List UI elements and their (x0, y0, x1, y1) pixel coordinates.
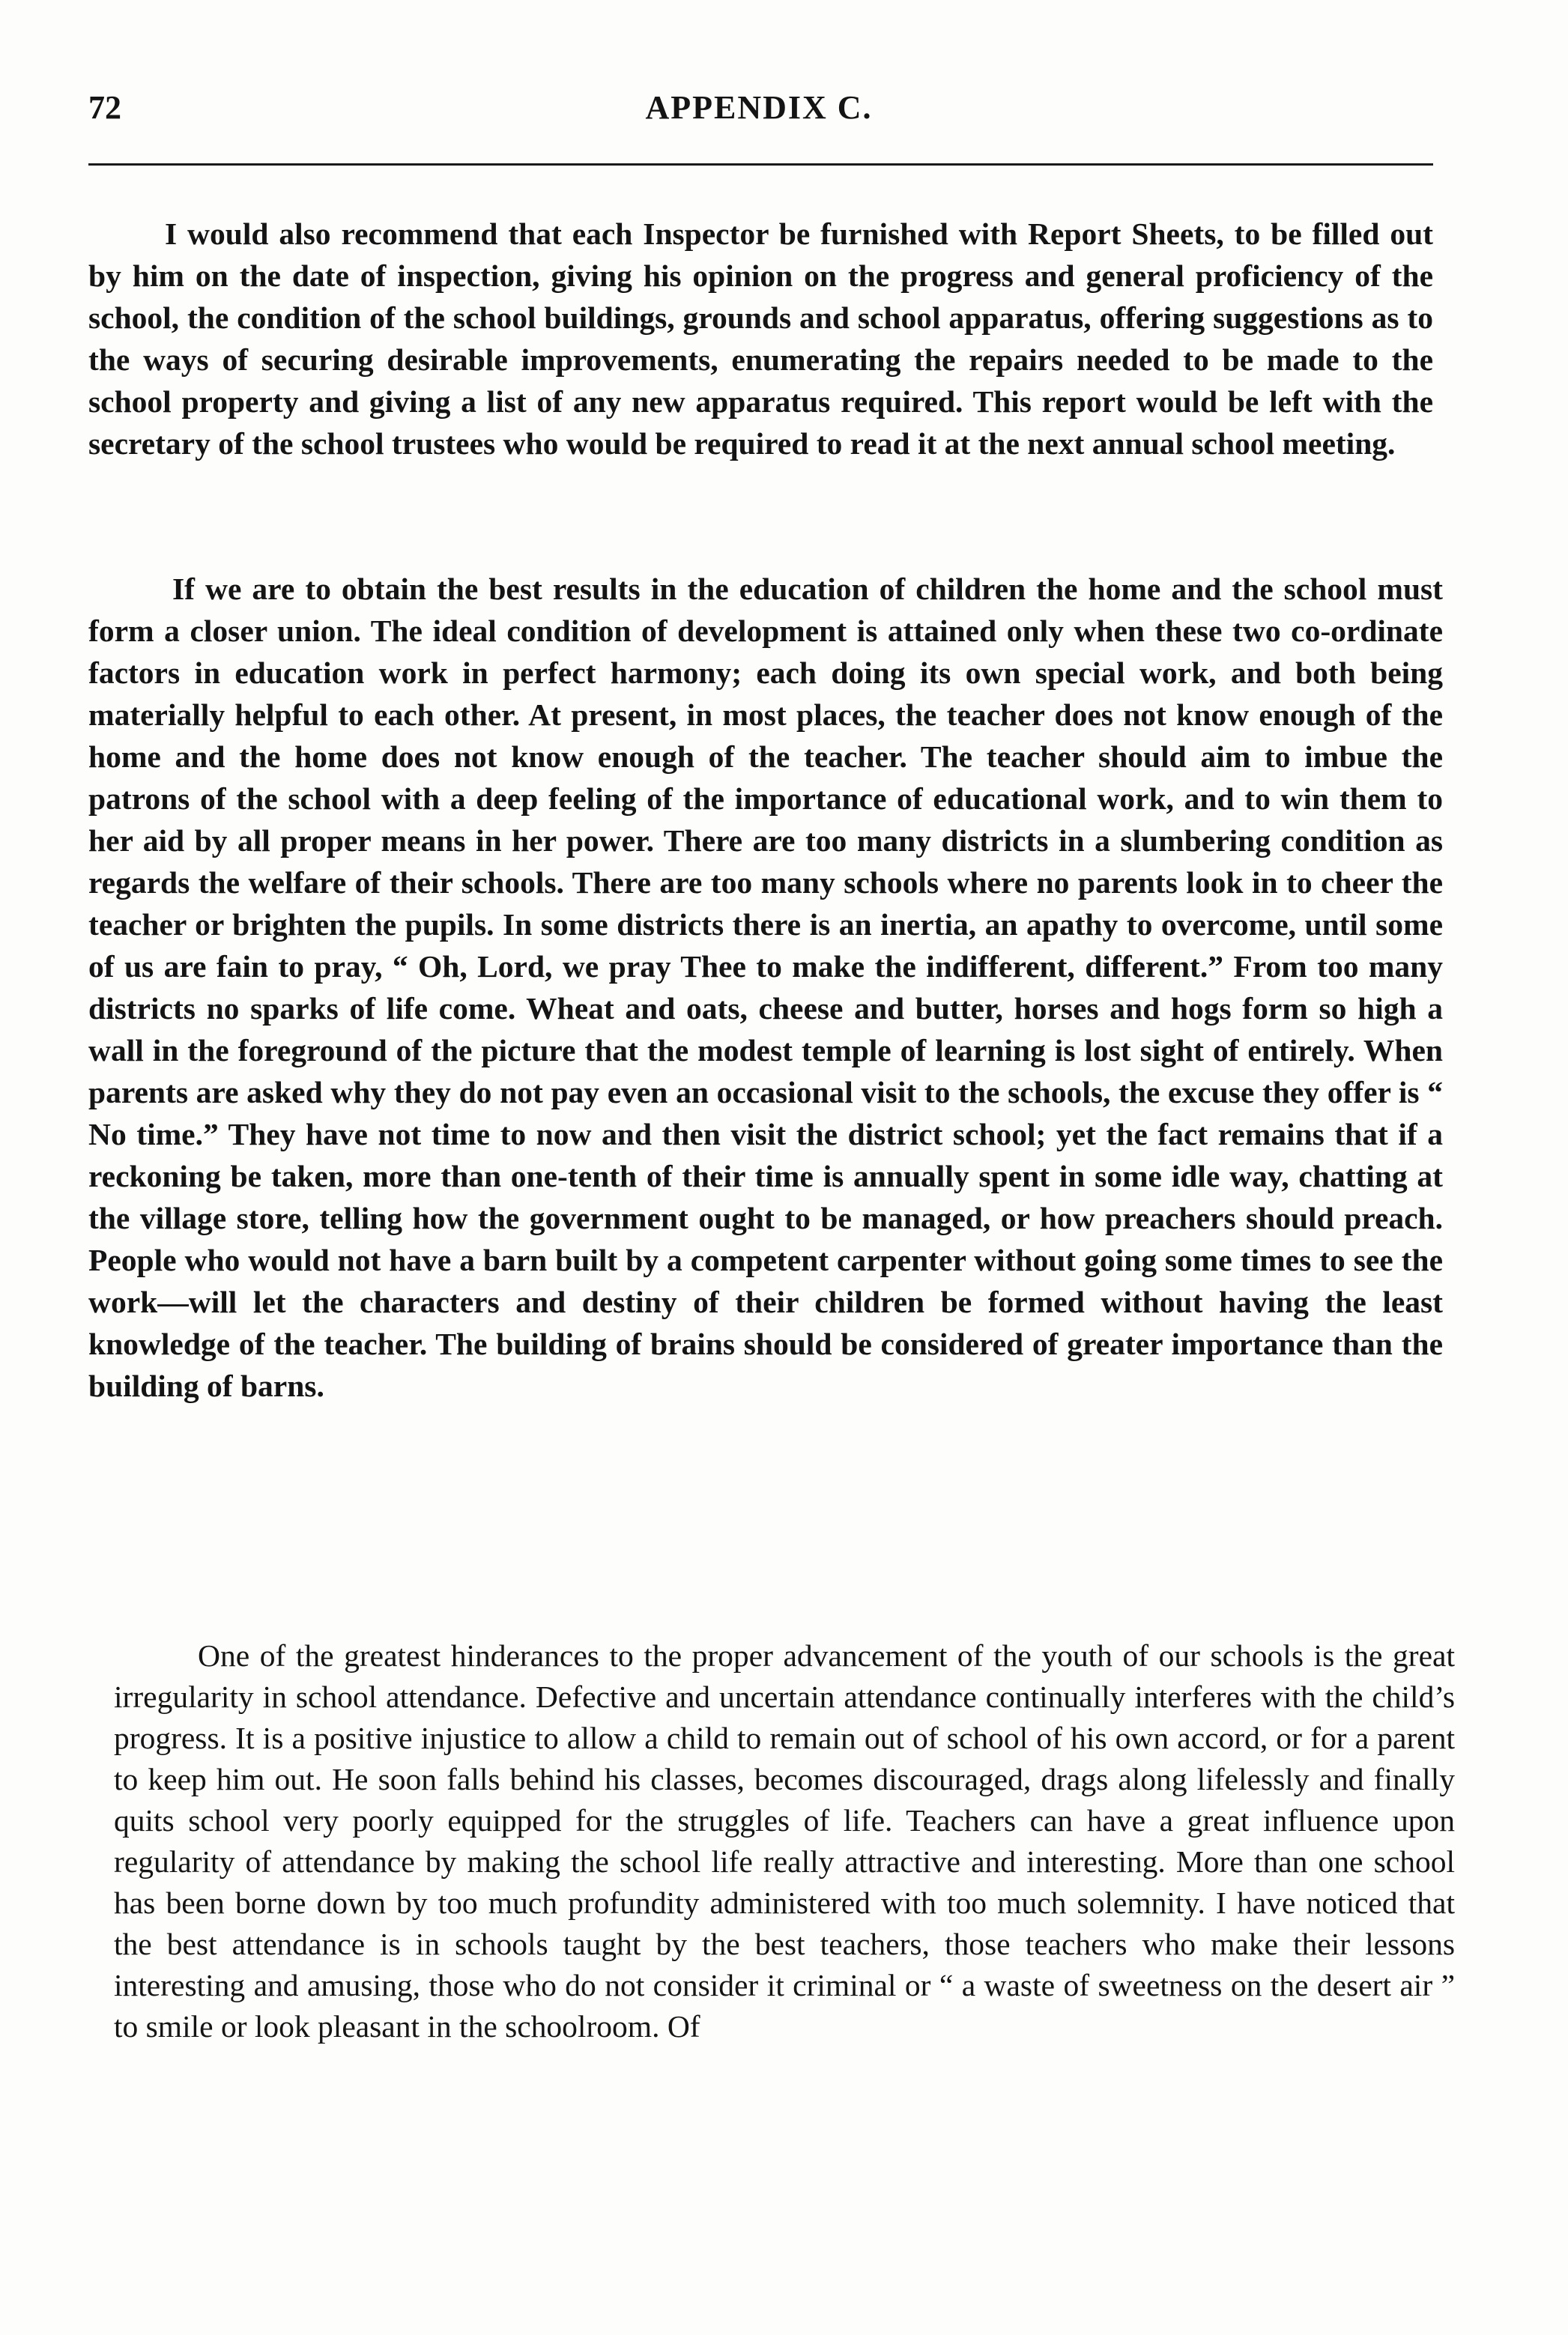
paragraph-report-sheets: I would also recommend that each Inspector be furnished with Report Sheets, to be filled out by him on the date of inspection, giving his opinion on the progress and general proficiency of the school, the condition of the school buildings, grounds and school apparatus, offering suggestions as to the ways of securing desirable improvements, enumerating the repairs needed to be made to the school property and giving a list of any new apparatus required. This report would be left with the secretary of the school trustees who would be required to read it at the next annual school meeting. (88, 216, 1433, 461)
header-rule (88, 163, 1433, 166)
running-head: APPENDIX C. (645, 89, 873, 126)
page-number: 72 (88, 89, 121, 126)
paragraph-attendance: One of the greatest hinderances to the proper advancement of the youth of our schools is the great irregularity in school attendance. Defective and uncertain attendance continually interferes with the child’s progress. It is a positive injustice to allow a child to remain out of school of his own accord, or for a parent to keep him out. He soon falls behind his classes, becomes discouraged, drags along lifelessly and finally quits school very poorly equipped for the struggles of life. Teachers can have a great influence upon regularity of attendance by making the school life really attractive and interesting. More than one school has been borne down by too much profundity administered with too much solemnity. I have noticed that the best attendance is in schools taught by the best teachers, those teachers who make their lessons interesting and amusing, those who do not consider it criminal or “ a waste of sweetness on the desert air ” to smile or look pleasant in the schoolroom. Of (114, 1638, 1455, 2044)
page-header (88, 88, 1429, 142)
paragraph-home-and-school: If we are to obtain the best results in the education of children the home and the school must form a closer union. The ideal condition of development is attained only when these two co-ordinate factors in education work in perfect harmony; each doing its own special work, and both being materially helpful to each other. At present, in most places, the teacher does not know enough of the home and the home does not know enough of the teacher. The teacher should aim to imbue the patrons of the school with a deep feeling of the importance of educational work, and to win them to her aid by all proper means in her power. There are too many districts in a slumbering condition as regards the welfare of their schools. There are too many schools where no parents look in to cheer the teacher or brighten the pupils. In some districts there is an inertia, an apathy to overcome, until some of us are fain to pray, “ Oh, Lord, we pray Thee to make the indifferent, different.” From too many districts no sparks of life come. Wheat and oats, cheese and butter, horses and hogs form so high a wall in the foreground of the picture that the modest temple of learning is lost sight of entirely. When parents are asked why they do not pay even an occasional visit to the schools, the excuse they offer is “ No time.” They have not time to now and then visit the district school; yet the fact remains that if a reckoning be taken, more than one-tenth of their time is annually spent in some idle way, chatting at the village store, telling how the government ought to be managed, or how preachers should preach. People who would not have a barn built by a competent carpenter without going some times to see the work—will let the characters and destiny of their children be formed without having the least knowledge of the teacher. The building of brains should be considered of greater importance than the building of barns. (88, 572, 1443, 1403)
